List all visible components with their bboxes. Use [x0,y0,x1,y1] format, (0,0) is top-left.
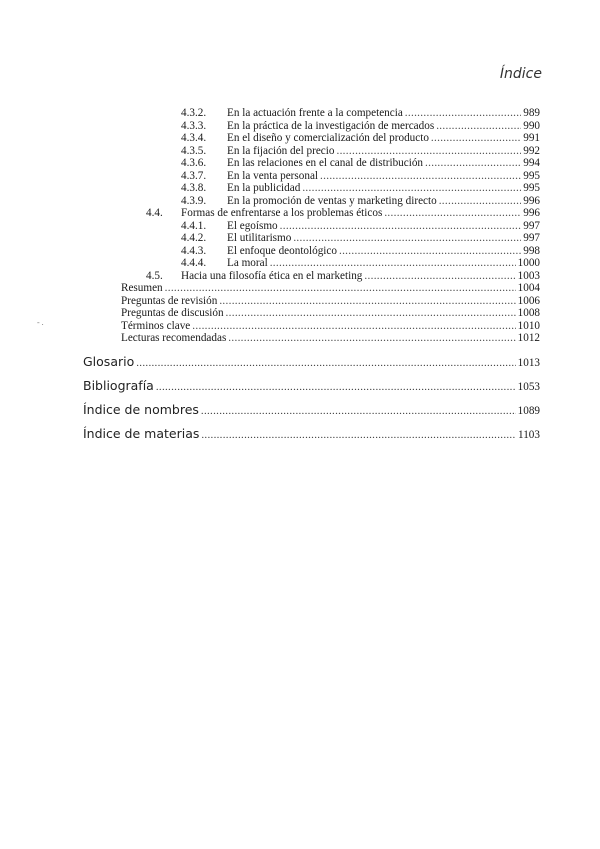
leader-dots [425,157,521,169]
toc-title: El enfoque deontológico [227,244,337,257]
toc-section-indice-nombres[interactable] [83,402,540,418]
toc-page-number: 995 [523,169,540,182]
toc-entry-4-3-5[interactable] [181,145,540,157]
toc-page-number: 992 [523,144,540,157]
toc-section-title: Bibliografía [83,378,154,393]
toc-page-number: 1013 [517,357,540,369]
leader-dots [201,429,516,441]
toc-page-number: 1089 [517,405,540,417]
toc-entry-4-4-3[interactable] [181,245,540,257]
page-header-title: Índice [499,66,542,82]
toc-page-number: 998 [523,244,540,257]
toc-title: En la promoción de ventas y marketing directo [227,194,437,207]
toc-title: Preguntas de revisión [121,294,218,307]
leader-dots [320,170,521,182]
toc-entry-resumen[interactable] [121,282,540,294]
toc-entry-terminos-clave[interactable] [121,320,540,332]
toc-entry-4-3-4[interactable] [181,132,540,144]
toc-title: Términos clave [121,319,191,332]
leader-dots [219,295,515,307]
leader-dots [226,307,516,319]
toc-page-number: 996 [523,207,540,219]
toc-page-number: 997 [523,232,540,244]
toc-number: 4.3.7. [181,169,207,182]
toc-title: El egoísmo [227,219,278,232]
leader-dots [192,320,515,332]
leader-dots [302,182,521,194]
leader-dots [431,132,521,144]
leader-dots [280,220,522,232]
leader-dots [201,405,516,417]
toc-title: Formas de enfrentarse a los problemas éticos [181,207,383,219]
toc-page-number: 1053 [517,381,540,393]
toc-number: 4.4.4. [181,257,207,269]
toc-section-bibliografia[interactable] [83,378,540,394]
toc-title: En la práctica de la investigación de mercados [227,119,435,132]
toc-page-number: 1103 [518,429,540,441]
toc-entry-4-4-2[interactable] [181,232,540,244]
toc-entry-4-3-2[interactable] [181,107,540,119]
toc-number: 4.3.9. [181,194,207,207]
toc-entry-4-3-3[interactable] [181,120,540,132]
toc-page-number: 995 [523,182,540,194]
toc-entry-4-3-9[interactable] [181,195,540,207]
leader-dots [270,257,516,269]
leader-dots [293,232,521,244]
toc-number: 4.4.2. [181,232,207,244]
leader-dots [339,245,521,257]
toc-title: En la actuación frente a la competencia [227,107,403,119]
toc-title: En la publicidad [227,182,301,194]
toc-number: 4.4.3. [181,244,207,257]
toc-page-number: 1003 [517,269,540,282]
toc-title: En la venta personal [227,169,319,182]
toc-entry-preguntas-discusion[interactable] [121,307,540,319]
toc-page-number: 1010 [517,319,540,332]
toc-title: En el diseño y comercialización del producto [227,132,429,144]
toc-page-number: 991 [523,132,540,144]
toc-number: 4.3.3. [181,119,207,132]
leader-dots [384,207,521,219]
toc-section-title: Glosario [83,354,135,369]
toc-number: 4.4. [146,207,163,219]
toc-entry-4-4[interactable] [146,207,540,219]
toc-number: 4.5. [146,269,163,282]
toc-entry-4-4-4[interactable] [181,257,540,269]
toc-title: Preguntas de discusión [121,307,224,319]
leader-dots [436,120,521,132]
toc-page-number: 1004 [517,282,540,294]
toc-page-number: 1012 [517,332,540,344]
toc-section-title: Índice de nombres [83,402,199,417]
toc-page-number: 994 [523,157,540,169]
toc-page-number: 989 [523,107,540,119]
leader-dots [136,357,515,369]
toc-number: 4.3.4. [181,132,207,144]
toc-page-number: 1008 [517,307,540,319]
toc-page-number: 997 [523,219,540,232]
toc-title: La moral [227,257,268,269]
toc-title: Resumen [121,282,163,294]
toc-number: 4.4.1. [181,219,207,232]
toc-title: Hacia una filosofía ética en el marketing [181,269,363,282]
leader-dots [364,270,515,282]
toc-entry-4-3-7[interactable] [181,170,540,182]
leader-dots [405,107,521,119]
toc-page-number: 1006 [517,294,540,307]
toc-title: En la fijación del precio [227,144,335,157]
toc-section-indice-materias[interactable] [83,426,540,442]
toc-title: Lecturas recomendadas [121,332,227,344]
toc-page-number: 990 [523,119,540,132]
toc-number: 4.3.2. [181,107,207,119]
toc-entry-4-3-8[interactable] [181,182,540,194]
toc-page-number: 1000 [517,257,540,269]
toc-entry-4-5[interactable] [146,270,540,282]
toc-section-glosario[interactable] [83,354,540,370]
leader-dots [165,282,516,294]
toc-entry-4-3-6[interactable] [181,157,540,169]
leader-dots [228,332,515,344]
leader-dots [336,145,521,157]
toc-title: El utilitarismo [227,232,292,244]
leader-dots [156,381,516,393]
toc-entry-4-4-1[interactable] [181,220,540,232]
leader-dots [439,195,522,207]
toc-entry-preguntas-revision[interactable] [121,295,540,307]
toc-entry-lecturas-recomendadas[interactable] [121,332,540,344]
scan-speck: - . [37,318,44,327]
toc-number: 4.3.8. [181,182,207,194]
toc-page-number: 996 [523,194,540,207]
toc-number: 4.3.5. [181,144,207,157]
toc-title: En las relaciones en el canal de distribución [227,157,424,169]
toc-section-title: Índice de materias [83,426,200,441]
toc-number: 4.3.6. [181,157,207,169]
